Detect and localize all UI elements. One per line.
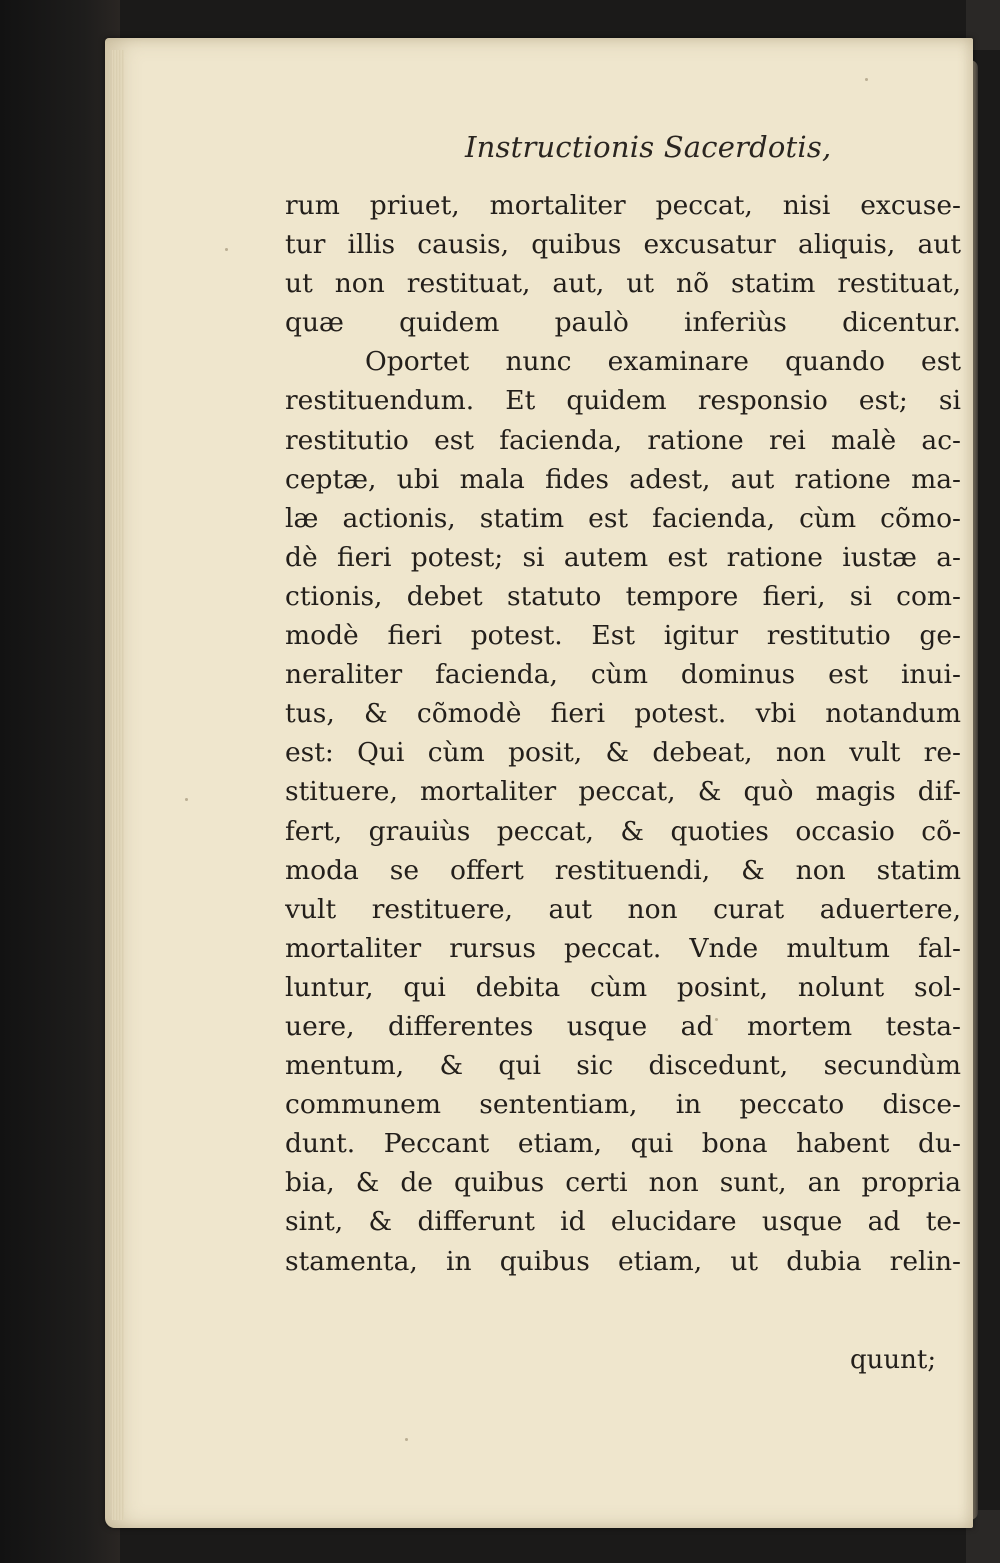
text-line: stituere, mortaliter peccat, & quò magis dif- xyxy=(285,776,961,808)
paper-fleck xyxy=(405,1438,408,1441)
text-line: fert, grauiùs peccat, & quoties occasio cõ- xyxy=(285,815,961,847)
text-line: tur illis causis, quibus excusatur aliquis, aut xyxy=(285,229,961,261)
paper-fleck xyxy=(185,798,188,801)
paper-fleck xyxy=(225,248,228,251)
text-line: vult restituere, aut non curat aduertere, xyxy=(285,893,961,925)
binding-shadow xyxy=(0,0,120,1563)
text-line: dunt. Peccant etiam, qui bona habent du- xyxy=(285,1128,961,1160)
stacked-leaves xyxy=(112,50,124,1520)
text-line: restituendum. Et quidem responsio est; si xyxy=(285,385,961,417)
text-line: luntur, qui debita cùm posint, nolunt sol- xyxy=(285,971,961,1003)
text-line: rum priuet, mortaliter peccat, nisi excuse- xyxy=(285,190,961,221)
text-line: Oportet nunc examinare quando est xyxy=(365,346,961,378)
text-line: stamenta, in quibus etiam, ut dubia relin- xyxy=(285,1245,961,1277)
text-line: uere, differentes usque ad mortem testa- xyxy=(285,1010,961,1042)
text-line: neraliter facienda, cùm dominus est inui- xyxy=(285,659,961,691)
text-line: mentum, & qui sic discedunt, secundùm xyxy=(285,1050,961,1082)
text-line: est: Qui cùm posit, & debeat, non vult re- xyxy=(285,737,961,769)
text-line: dè fieri potest; si autem est ratione iustæ a- xyxy=(285,541,961,573)
text-line: modè fieri potest. Est igitur restitutio ge- xyxy=(285,620,961,652)
running-head: Instructionis Sacerdotis, xyxy=(465,130,832,164)
text-line: restitutio est facienda, ratione rei malè ac- xyxy=(285,424,961,456)
text-line: ceptæ, ubi mala fides adest, aut ratione ma- xyxy=(285,463,961,495)
paper-fleck xyxy=(865,78,868,81)
text-line: moda se offert restituendi, & non statim xyxy=(285,854,961,886)
body-text xyxy=(285,186,961,1281)
catchword: quunt; xyxy=(850,1345,937,1375)
text-line: quæ quidem paulò inferiùs dicentur. xyxy=(285,307,961,339)
text-line: tus, & cõmodè fieri potest. vbi notandum xyxy=(285,698,961,730)
text-line: communem sententiam, in peccato disce- xyxy=(285,1089,961,1121)
text-line: ut non restituat, aut, ut nõ statim restituat, xyxy=(285,268,961,300)
text-line: ctionis, debet statuto tempore fieri, si com- xyxy=(285,580,961,612)
text-line: læ actionis, statim est facienda, cùm cõmo- xyxy=(285,502,961,534)
text-line: bia, & de quibus certi non sunt, an propria xyxy=(285,1167,961,1199)
text-line: mortaliter rursus peccat. Vnde multum fal- xyxy=(285,932,961,964)
text-line: sint, & differunt id elucidare usque ad te- xyxy=(285,1206,961,1238)
